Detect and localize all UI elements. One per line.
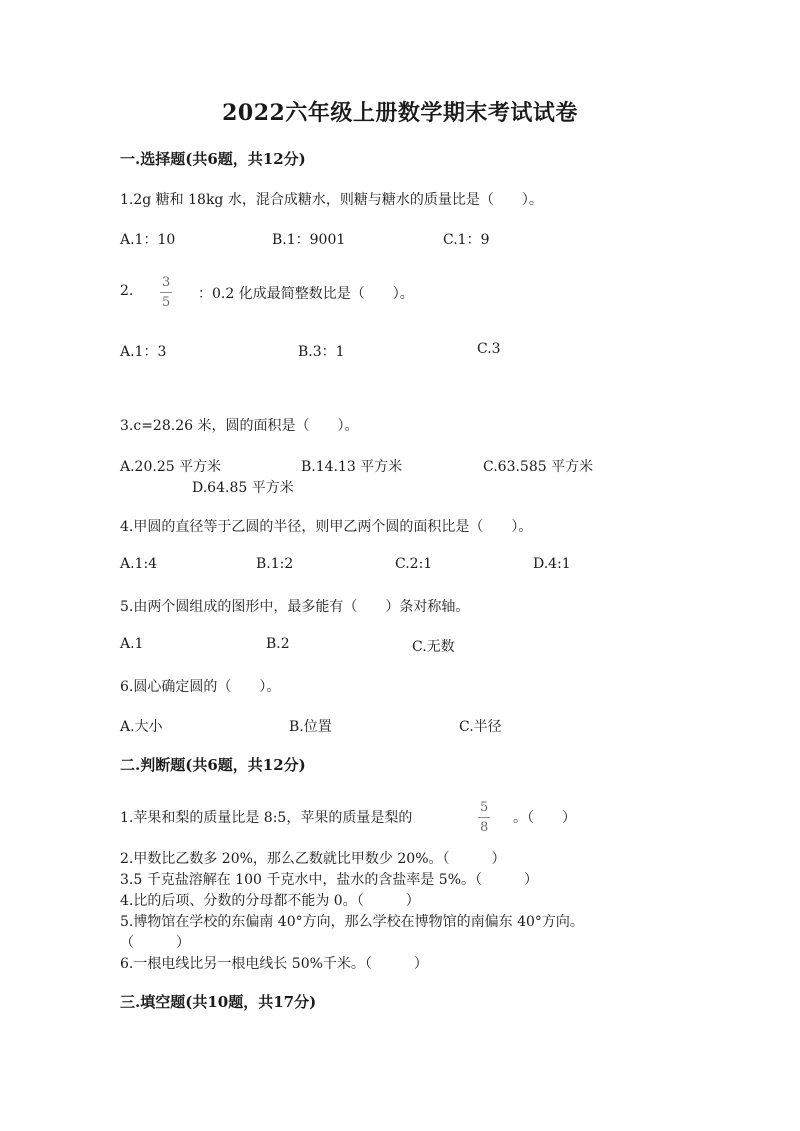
option-1-5-b: B.2 — [266, 636, 290, 652]
option-1-3-a: A.20.25 平方米 — [120, 459, 222, 475]
fraction-numerator: 3 — [160, 276, 172, 293]
fraction-five-eighths — [478, 801, 490, 834]
option-1-2-c: C.3 — [477, 341, 501, 357]
fraction-denominator: 5 — [162, 295, 171, 310]
question-2-5-bracket: （ ） — [120, 935, 190, 951]
question-2-1-text: 1.苹果和梨的质量比是 8:5，苹果的质量是梨的 — [120, 810, 413, 826]
option-1-5-a: A.1 — [120, 636, 144, 652]
option-1-1-c: C.1：9 — [443, 232, 490, 248]
question-2-4: 4.比的后项、分数的分母都不能为 0。（ ） — [120, 893, 420, 909]
option-1-2-a: A.1：3 — [120, 344, 167, 360]
question-1-6: 6.圆心确定圆的（ ）。 — [120, 679, 281, 695]
option-1-6-b: B.位置 — [289, 719, 332, 735]
option-1-3-c: C.63.585 平方米 — [483, 459, 594, 475]
section-heading-choice: 一.选择题(共6题，共12分) — [120, 150, 306, 168]
question-2-6: 6.一根电线比另一根电线长 50%千米。（ ） — [120, 956, 428, 972]
question-1-1: 1.2g 糖和 18kg 水，混合成糖水，则糖与糖水的质量比是（ ）。 — [120, 192, 543, 208]
option-1-4-d: D.4:1 — [533, 556, 571, 572]
question-2-2: 2.甲数比乙数多 20%，那么乙数就比甲数少 20%。（ ） — [120, 851, 506, 867]
page-title: 2022六年级上册数学期末考试试卷 — [222, 100, 578, 126]
question-1-2-prefix: 2. — [120, 283, 134, 299]
question-1-3: 3.c=28.26 米，圆的面积是（ ）。 — [120, 418, 359, 434]
section-heading-judgment: 二.判断题(共6题，共12分) — [120, 756, 306, 774]
option-1-1-b: B.1：9001 — [272, 232, 346, 248]
question-1-4: 4.甲圆的直径等于乙圆的半径，则甲乙两个圆的面积比是（ ）。 — [120, 519, 533, 535]
option-1-2-b: B.3：1 — [298, 344, 345, 360]
option-1-1-a: A.1：10 — [120, 232, 176, 248]
question-1-5: 5.由两个圆组成的图形中，最多能有（ ）条对称轴。 — [120, 599, 470, 615]
option-1-6-c: C.半径 — [459, 719, 502, 735]
option-1-3-b: B.14.13 平方米 — [301, 459, 403, 475]
question-2-1-suffix: 。（ ） — [513, 810, 576, 826]
section-heading-fill-blank: 三.填空题(共10题，共17分) — [120, 993, 317, 1011]
question-2-5: 5.博物馆在学校的东偏南 40°方向，那么学校在博物馆的南偏东 40°方向。 — [120, 914, 584, 930]
fraction-denominator: 8 — [480, 820, 489, 835]
fraction-three-fifths — [160, 276, 172, 309]
option-1-6-a: A.大小 — [120, 719, 163, 735]
option-1-4-c: C.2:1 — [395, 556, 433, 572]
option-1-5-c: C.无数 — [412, 639, 455, 655]
option-1-4-a: A.1:4 — [120, 556, 158, 572]
fraction-numerator: 5 — [478, 801, 490, 818]
option-1-4-b: B.1:2 — [256, 556, 294, 572]
question-1-2-text: ：0.2 化成最简整数比是（ ）。 — [198, 286, 414, 302]
option-1-3-d: D.64.85 平方米 — [192, 480, 294, 496]
question-2-3: 3.5 千克盐溶解在 100 千克水中，盐水的含盐率是 5%。（ ） — [120, 872, 538, 888]
